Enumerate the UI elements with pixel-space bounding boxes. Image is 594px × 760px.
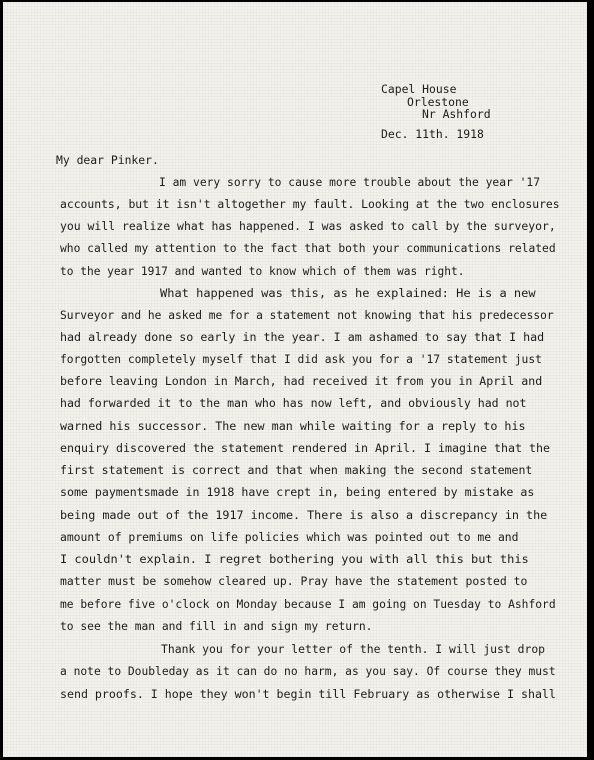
scan-edge <box>588 0 594 760</box>
body-line-12: warned his successor. The new man while waiting for a reply to his <box>60 419 526 433</box>
body-line-4: who called my attention to the fact that both your communications related <box>60 241 556 255</box>
body-line-1: I am very sorry to cause more trouble about the year '17 <box>159 175 541 189</box>
letter-page <box>3 2 587 757</box>
body-line-17: amount of premiums on life policies which was pointed out to me and <box>60 530 519 544</box>
body-line-22: Thank you for your letter of the tenth. I will just drop <box>161 642 546 656</box>
body-line-19: matter must be somehow cleared up. Pray have the statement posted to <box>60 574 528 588</box>
body-line-7: Surveyor and he asked me for a statement not knowing that his predecessor <box>60 308 554 322</box>
body-line-13: enquiry discovered the statement rendered in April. I imagine that the <box>60 441 551 455</box>
body-line-5: to the year 1917 and wanted to know which of them was right. <box>60 264 465 278</box>
address-line-2: Orlestone <box>407 95 469 109</box>
body-line-8: had already done so early in the year. I am ashamed to say that I had <box>60 330 545 344</box>
body-line-15: some paymentsmade in 1918 have crept in, being entered by mistake as <box>60 485 535 499</box>
body-line-10: before leaving London in March, had received it from you in April and <box>60 374 543 388</box>
body-line-23: a note to Doubleday as it can do no harm, as you say. Of course they must <box>60 664 556 678</box>
address-line-1: Capel House <box>381 82 457 96</box>
body-line-16: being made out of the 1917 income. There is also a discrepancy in the <box>60 508 548 522</box>
body-line-11: had forwarded it to the man who has now left, and obviously had not <box>60 396 527 410</box>
letter-date: Dec. 11th. 1918 <box>381 127 484 141</box>
body-line-20: me before five o'clock on Monday because I am going on Tuesday to Ashford <box>60 597 556 611</box>
body-line-6: What happened was this, as he explained: He is a new <box>160 286 536 300</box>
body-line-3: you will realize what has happened. I was asked to call by the surveyor, <box>60 219 556 233</box>
body-line-2: accounts, but it isn't altogether my fault. Looking at the two enclosures <box>60 197 560 211</box>
salutation: My dear Pinker. <box>56 153 159 167</box>
address-line-3: Nr Ashford <box>422 107 491 121</box>
body-line-18: I couldn't explain. I regret bothering you with all this but this <box>60 552 529 566</box>
body-line-24: send proofs. I hope they won't begin till February as otherwise I shall <box>60 687 556 701</box>
body-line-14: first statement is correct and that when making the second statement <box>60 463 533 477</box>
body-line-9: forgotten completely myself that I did ask you for a '17 statement just <box>60 352 542 366</box>
body-line-21: to see the man and fill in and sign my return. <box>60 619 373 633</box>
